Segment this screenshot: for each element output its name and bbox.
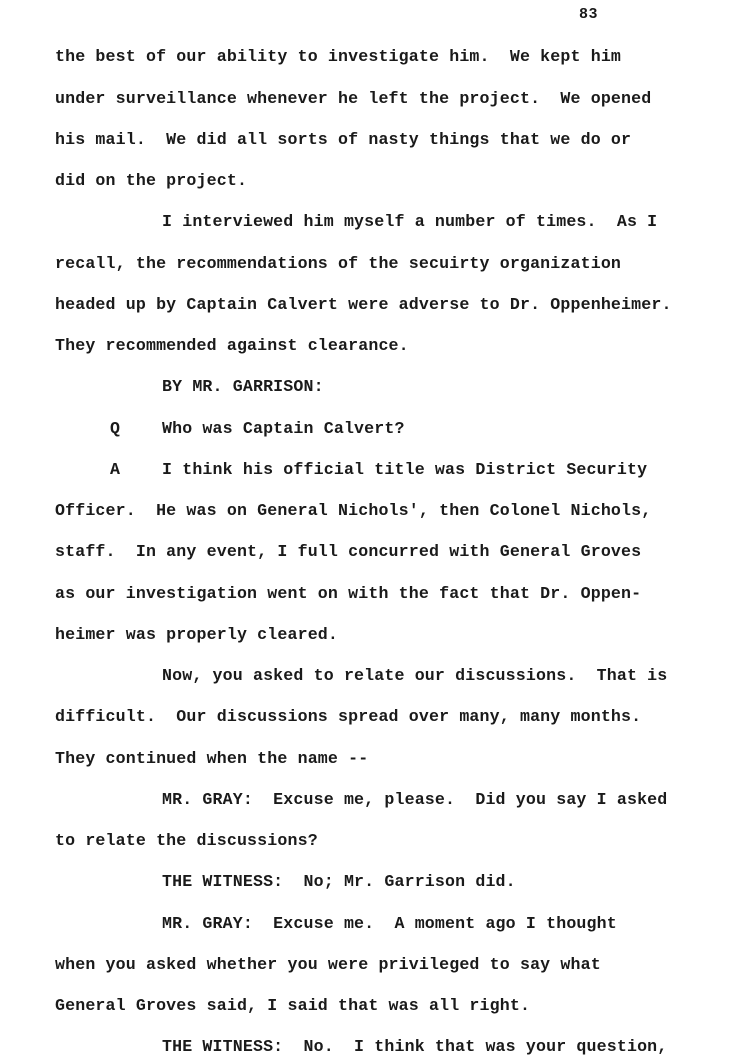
examiner-heading: BY MR. GARRISON: [162,377,324,396]
transcript-line: staff. In any event, I full concurred with General Groves [55,542,642,561]
transcript-line: General Groves said, I said that was all right. [55,996,531,1015]
question-marker: Q [110,419,121,438]
transcript-line: They recommended against clearance. [55,336,409,355]
transcript-line: THE WITNESS: No; Mr. Garrison did. [162,872,516,891]
transcript-line: the best of our ability to investigate him. We kept him [55,47,622,66]
transcript-line: as our investigation went on with the fact that Dr. Oppen- [55,584,642,603]
transcript-line: They continued when the name -- [55,749,369,768]
transcript-line: heimer was properly cleared. [55,625,339,644]
transcript-line: to relate the discussions? [55,831,318,850]
transcript-line: Officer. He was on General Nichols', then Colonel Nichols, [55,501,652,520]
transcript-line: MR. GRAY: Excuse me, please. Did you say I asked [162,790,668,809]
transcript-line: when you asked whether you were privileged to say what [55,955,601,974]
transcript-line: difficult. Our discussions spread over many, many months. [55,707,642,726]
transcript-line: recall, the recommendations of the secuirty organization [55,254,622,273]
page-number: 83 [579,6,599,23]
answer-marker: A [110,460,121,479]
transcript-line: did on the project. [55,171,248,190]
transcript-line: his mail. We did all sorts of nasty things that we do or [55,130,632,149]
transcript-line: THE WITNESS: No. I think that was your question, [162,1037,668,1056]
transcript-line: I interviewed him myself a number of times. As I [162,212,658,231]
transcript-line: Now, you asked to relate our discussions. That is [162,666,668,685]
transcript-line: I think his official title was District Security [162,460,648,479]
transcript-line: under surveillance whenever he left the project. We opened [55,89,652,108]
transcript-line: Who was Captain Calvert? [162,419,405,438]
transcript-line: MR. GRAY: Excuse me. A moment ago I thought [162,914,617,933]
transcript-line: headed up by Captain Calvert were adverse to Dr. Oppenheimer. [55,295,672,314]
